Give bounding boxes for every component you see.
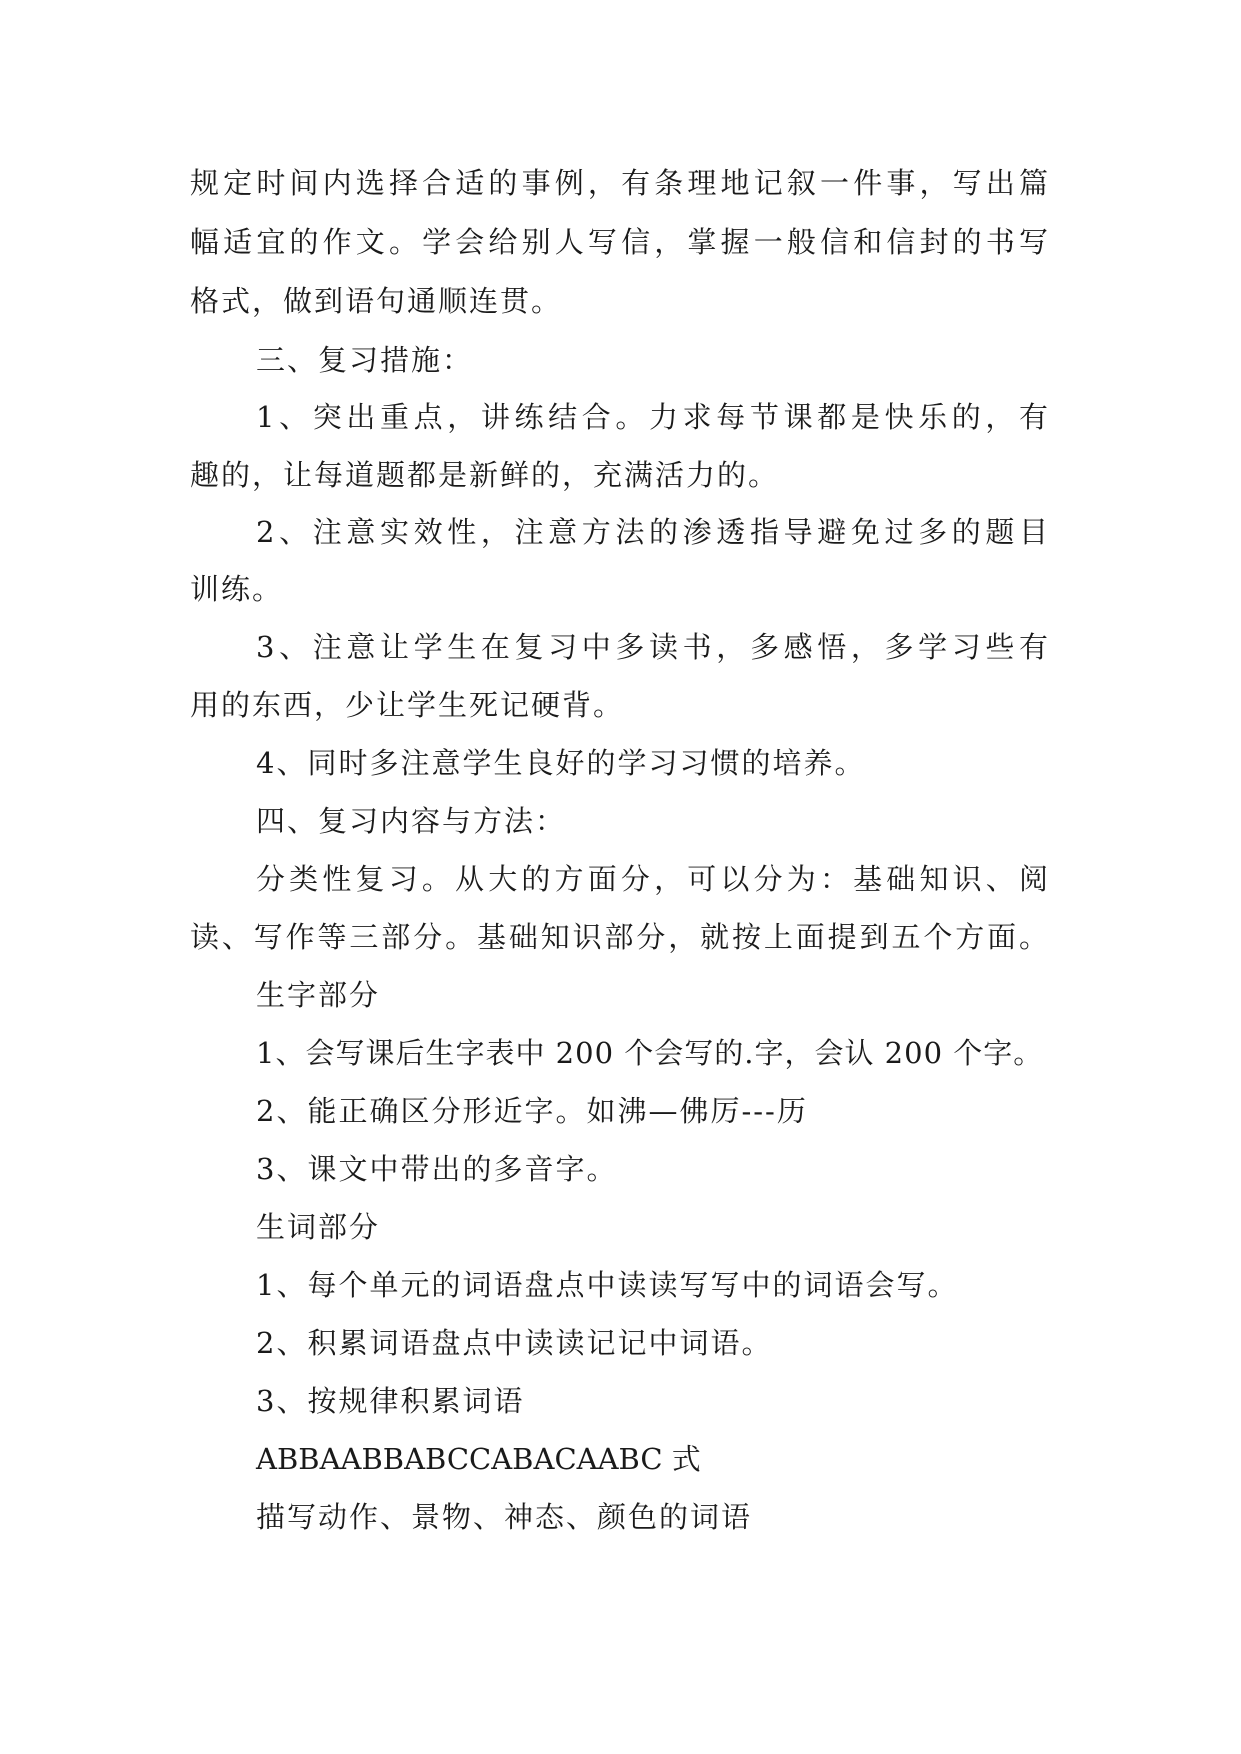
paragraph-line: ABBAABBABCCABACAABC 式 <box>256 1442 701 1476</box>
subsection-heading: 生词部分 <box>256 1210 381 1244</box>
paragraph-line: 训练。 <box>190 572 284 606</box>
paragraph-line: 幅适宜的作文。学会给别人写信，掌握一般信和信封的书写 <box>190 225 1048 259</box>
paragraph-line: 规定时间内选择合适的事例，有条理地记叙一件事，写出篇 <box>190 166 1048 200</box>
paragraph-line: 用的东西，少让学生死记硬背。 <box>190 688 625 722</box>
list-item: 3、课文中带出的多音字。 <box>256 1152 618 1186</box>
list-item: 2、注意实效性，注意方法的渗透指导避免过多的题目 <box>256 515 1048 549</box>
list-item: 2、积累词语盘点中读读记记中词语。 <box>256 1326 773 1360</box>
list-item: 4、同时多注意学生良好的学习习惯的培养。 <box>256 746 866 780</box>
paragraph-line: 趣的，让每道题都是新鲜的，充满活力的。 <box>190 458 780 492</box>
paragraph-line: 读、写作等三部分。基础知识部分，就按上面提到五个方面。 <box>190 920 1048 954</box>
paragraph-line: 分类性复习。从大的方面分，可以分为：基础知识、阅 <box>256 862 1048 896</box>
subsection-heading: 生字部分 <box>256 978 381 1012</box>
paragraph-line: 描写动作、景物、神态、颜色的词语 <box>256 1500 753 1534</box>
list-item: 1、每个单元的词语盘点中读读写写中的词语会写。 <box>256 1268 959 1302</box>
list-item: 1、会写课后生字表中 200 个会写的.字，会认 200 个字。 <box>256 1036 1044 1070</box>
section-heading: 四、复习内容与方法： <box>256 804 567 838</box>
list-item: 3、按规律积累词语 <box>256 1384 525 1418</box>
list-item: 1、突出重点，讲练结合。力求每节课都是快乐的，有 <box>256 400 1048 434</box>
list-item: 3、注意让学生在复习中多读书，多感悟，多学习些有 <box>256 630 1048 664</box>
list-item: 2、能正确区分形近字。如沸—佛厉---历 <box>256 1094 808 1128</box>
paragraph-line: 格式，做到语句通顺连贯。 <box>190 284 563 318</box>
section-heading: 三、复习措施： <box>256 343 474 377</box>
